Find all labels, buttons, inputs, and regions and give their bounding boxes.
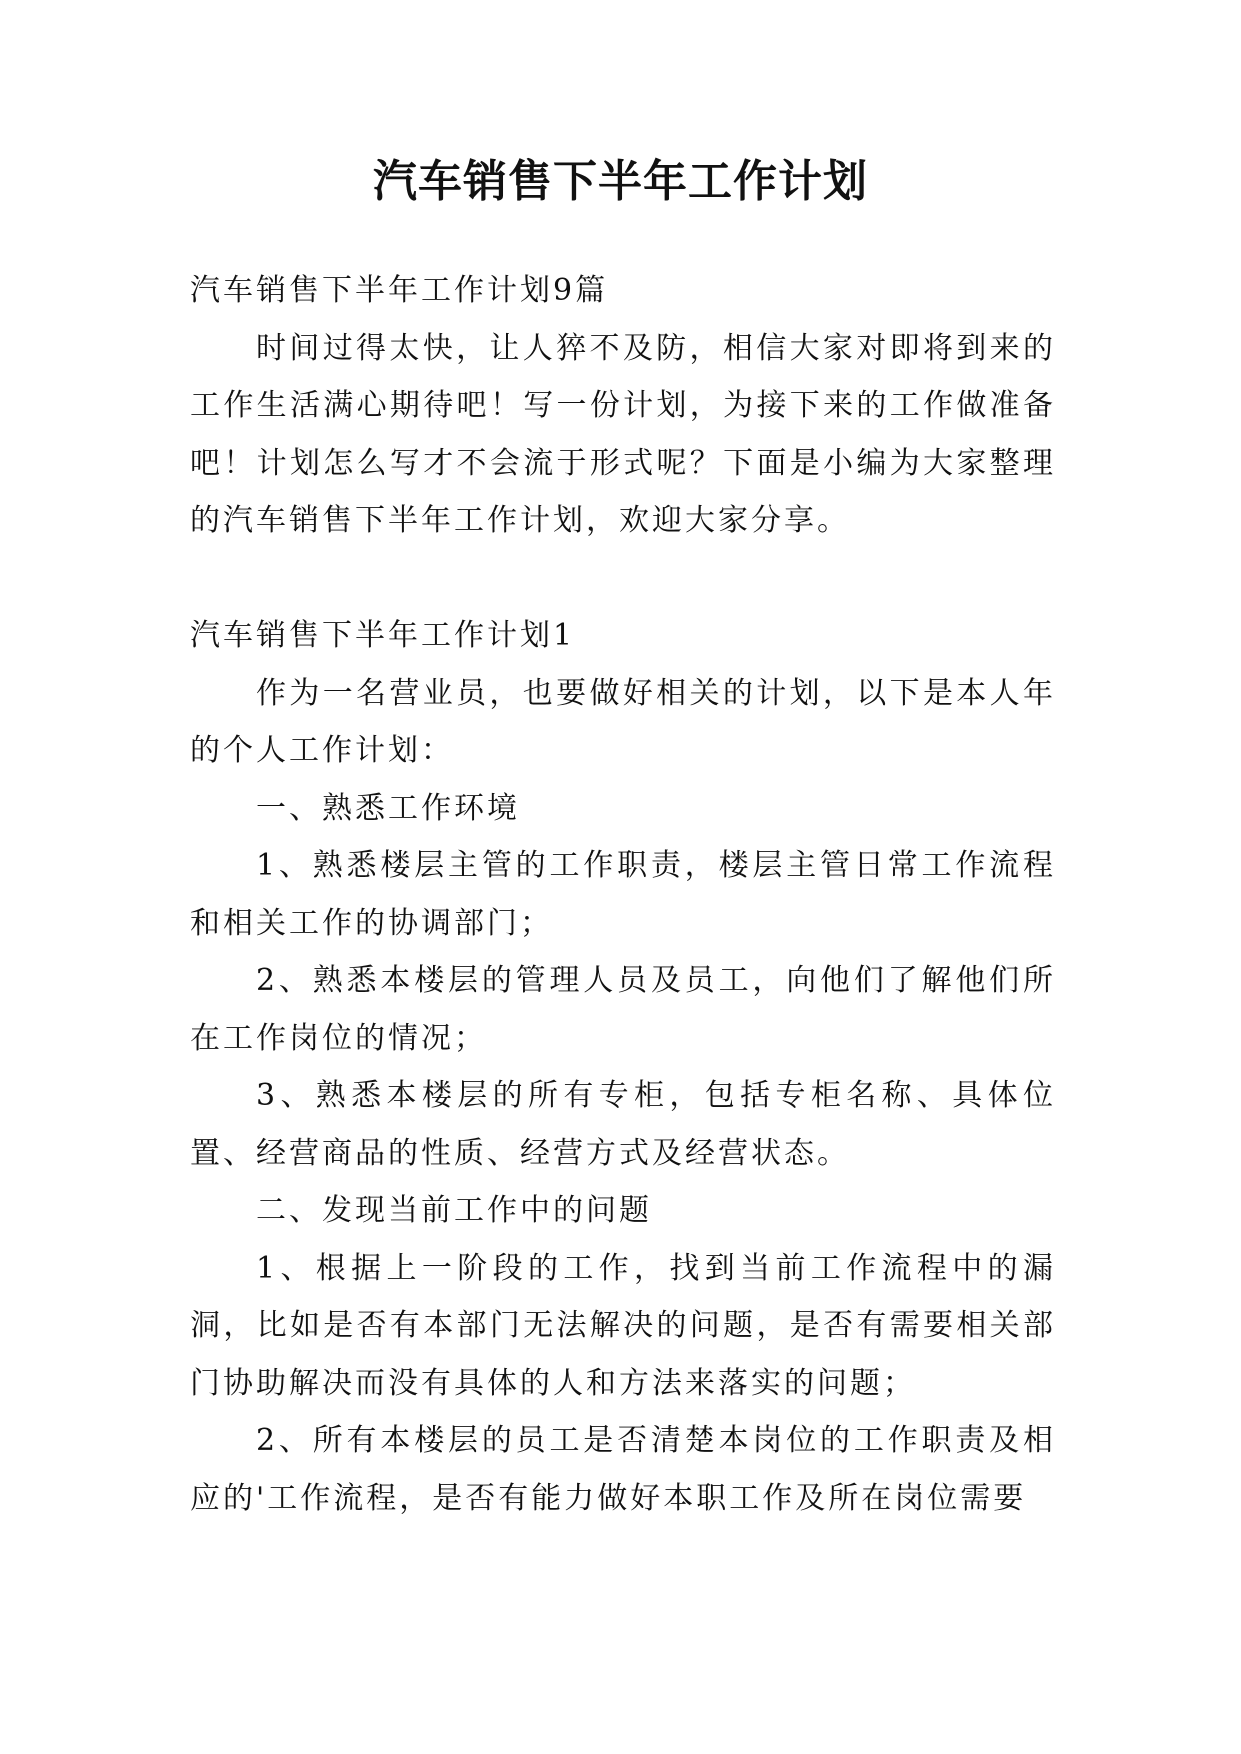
list-item: 2、熟悉本楼层的管理人员及员工，向他们了解他们所在工作岗位的情况； [190,963,1056,1056]
list-item: 1、根据上一阶段的工作，找到当前工作流程中的漏洞，比如是否有本部门无法解决的问题，是否有需要相关部门协助解决而没有具体的人和方法来落实的问题； [190,1250,1056,1401]
paragraph-intro-plan: 作为一名营业员，也要做好相关的计划，以下是本人年的个人工作计划： [190,675,1056,768]
list-item: 1、熟悉楼层主管的工作职责，楼层主管日常工作流程和相关工作的协调部门； [190,848,1056,941]
heading-familiarize: 一、熟悉工作环境 [256,790,520,826]
intro-paragraph: 时间过得太快，让人猝不及防，相信大家对即将到来的工作生活满心期待吧！写一份计划，为接下来的工作做准备吧！计划怎么写才不会流于形式呢？下面是小编为大家整理的汽车销售下半年工作计划，欢迎大家分享。 [190,330,1056,538]
page-title: 汽车销售下半年工作计划 [373,156,868,207]
list-item: 3、熟悉本楼层的所有专柜，包括专柜名称、具体位置、经营商品的性质、经营方式及经营状态。 [190,1078,1056,1171]
section-heading-1: 汽车销售下半年工作计划1 [190,618,576,653]
paragraph-spacer [190,550,1056,608]
document-body [190,262,1056,1527]
heading-find-problems: 二、发现当前工作中的问题 [256,1193,652,1228]
subtitle: 汽车销售下半年工作计划9篇 [190,273,609,308]
list-item: 2、所有本楼层的员工是否清楚本岗位的工作职责及相应的'工作流程，是否有能力做好本职工作及所在岗位需要 [190,1423,1056,1516]
